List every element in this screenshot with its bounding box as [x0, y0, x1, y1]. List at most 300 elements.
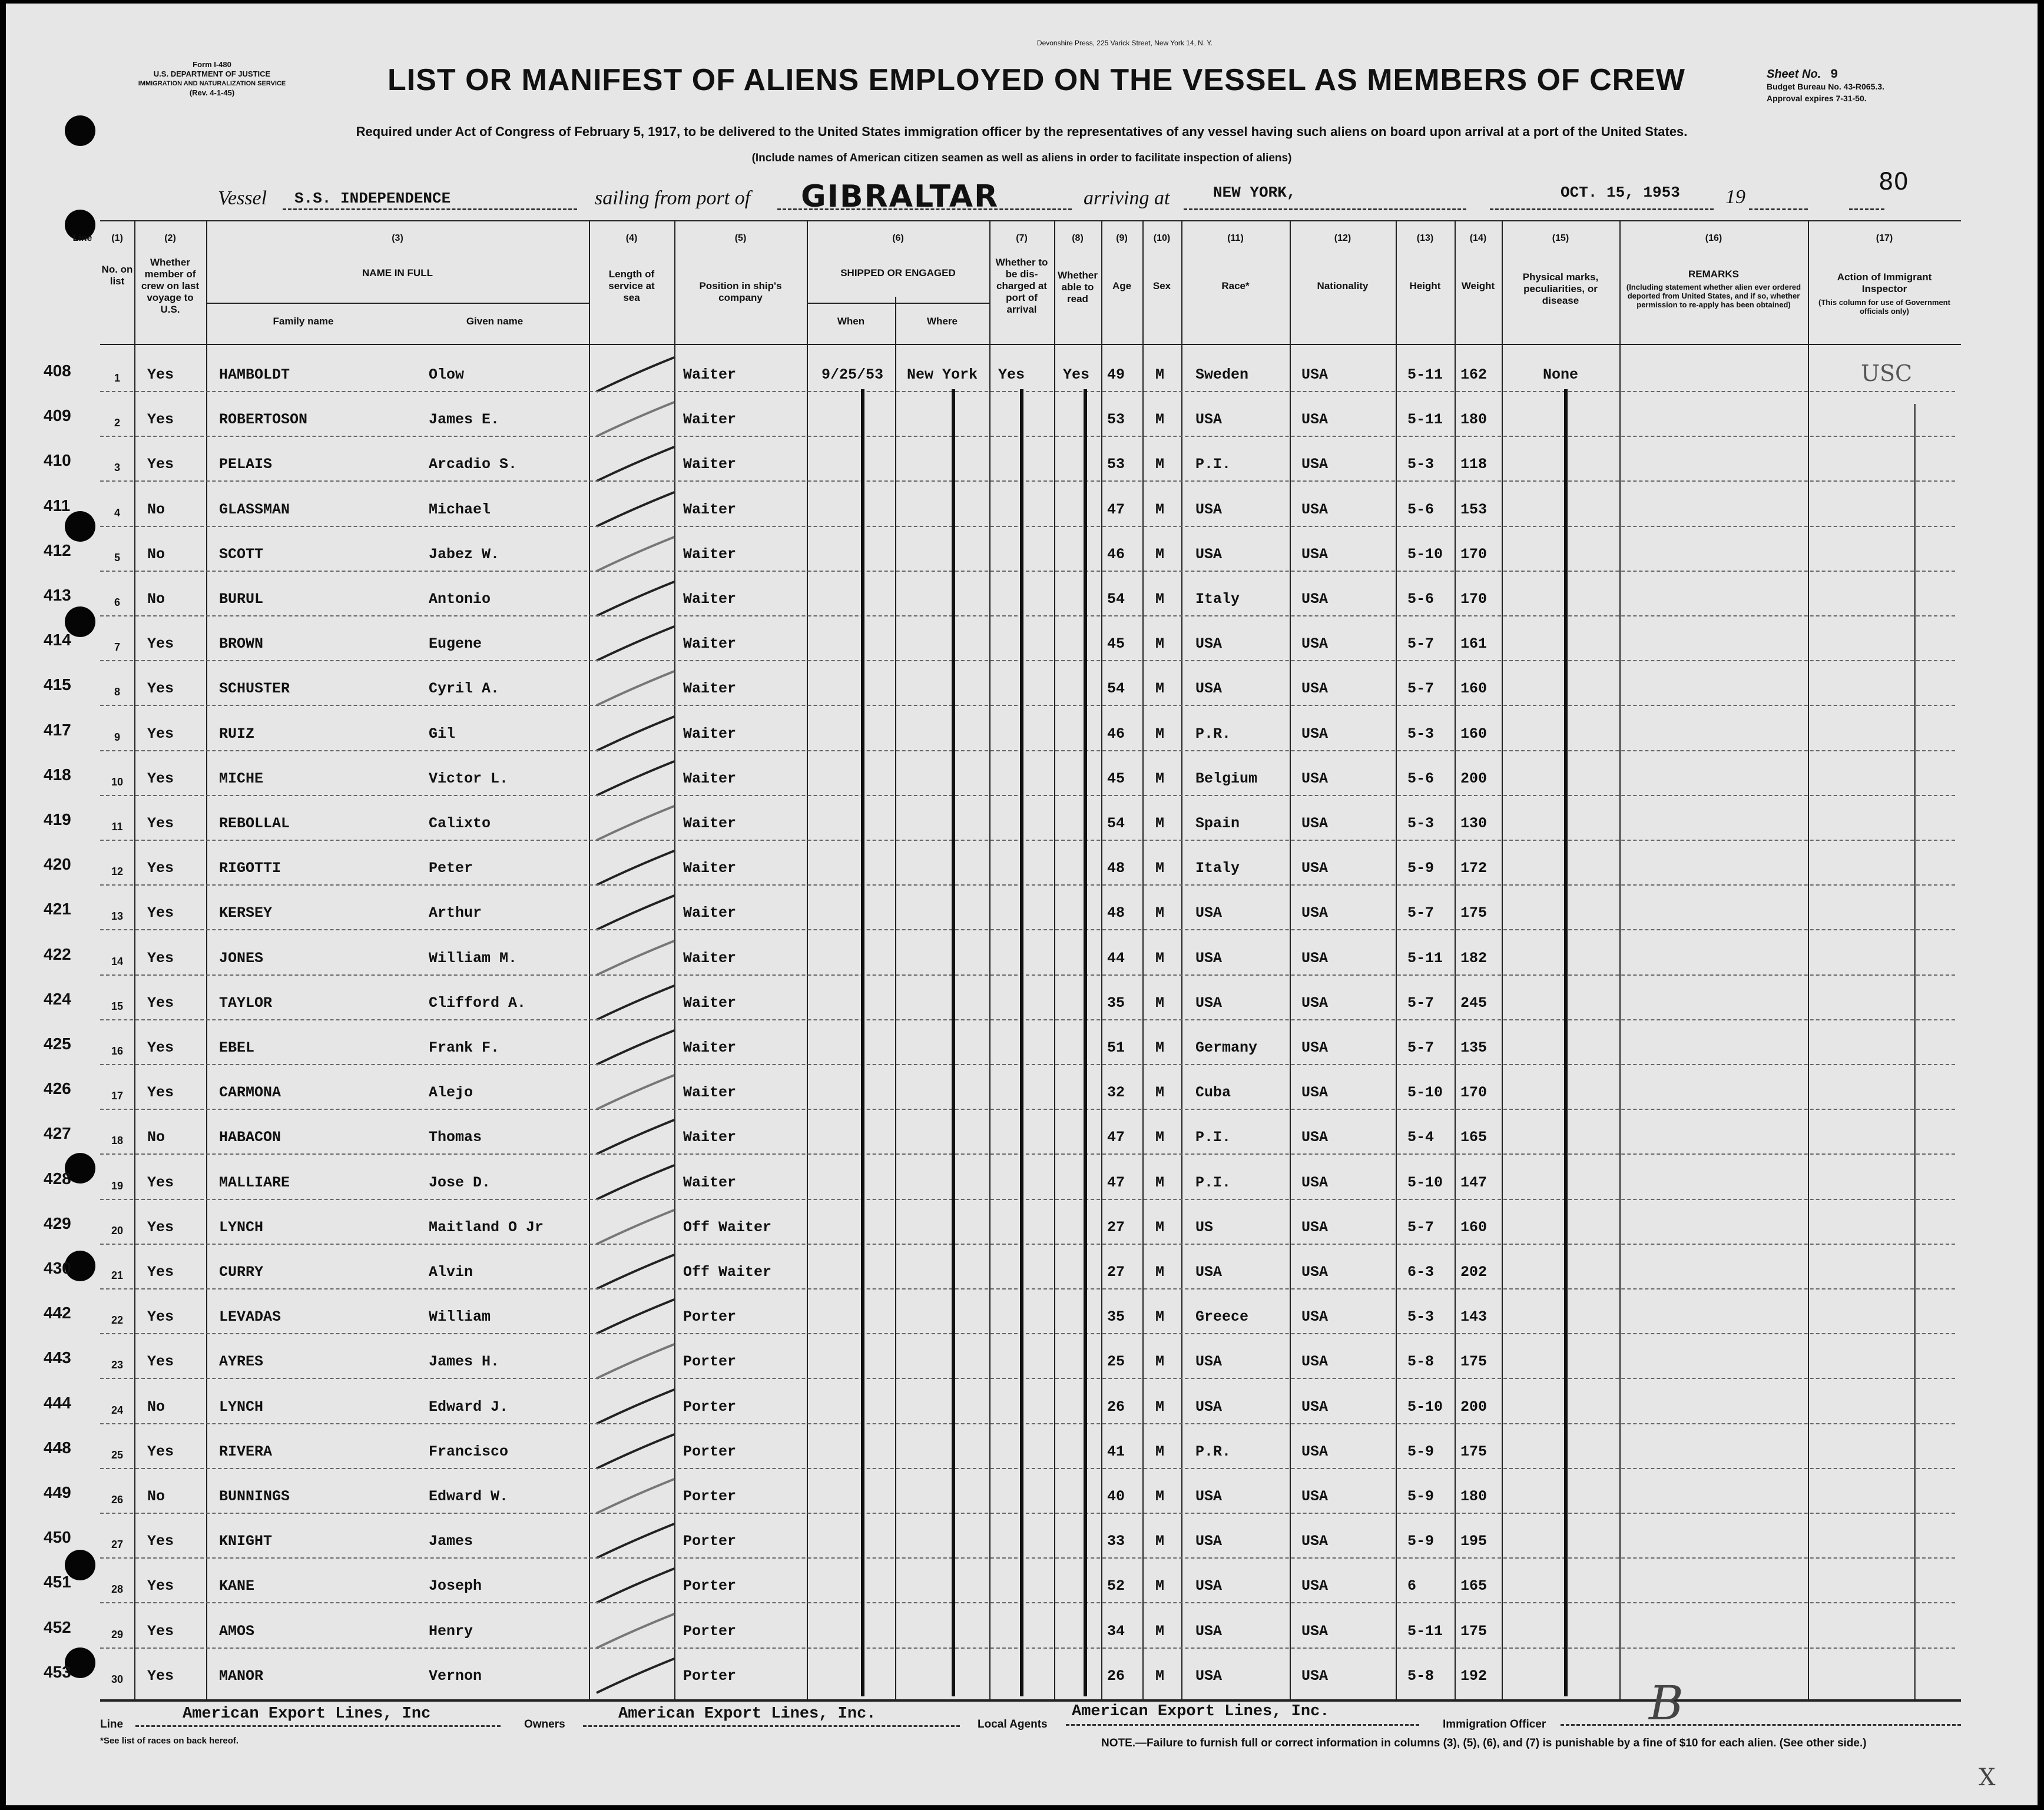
vessel-value: S.S. INDEPENDENCE [294, 190, 451, 207]
cell-prev: Yes [147, 366, 174, 383]
row-divider [100, 660, 1955, 661]
form-number: Form I-480 [193, 60, 231, 69]
cell-ht: 5-6 [1407, 770, 1435, 787]
cell-pos: Waiter [683, 501, 737, 518]
cell-wt: 170 [1460, 546, 1488, 563]
cell-race: USA [1195, 635, 1223, 652]
cell-nat: USA [1301, 1488, 1329, 1505]
cell-pos: Waiter [683, 950, 737, 967]
cell-family: REBOLLAL [219, 815, 290, 832]
cell-nat: USA [1301, 950, 1329, 967]
cell-wt: 175 [1460, 904, 1488, 921]
cell-prev: Yes [147, 904, 174, 921]
port-value: GIBRALTAR [801, 179, 999, 214]
cell-nat: USA [1301, 1308, 1329, 1325]
cell-sex: M [1155, 501, 1165, 518]
cell-prev: Yes [147, 411, 174, 428]
cell-ht: 5-8 [1407, 1668, 1435, 1685]
cell-ht: 5-9 [1407, 1488, 1435, 1505]
cell-ht: 5-7 [1407, 994, 1435, 1012]
row-divider [100, 1199, 1955, 1200]
colhdr-weight: Weight [1461, 280, 1495, 291]
sheet-label: Sheet No. [1767, 68, 1821, 81]
cell-family: SCHUSTER [219, 680, 290, 697]
vessel-label: Vessel [218, 187, 267, 209]
row-side-number: 422 [44, 945, 71, 963]
cell-nat: USA [1301, 635, 1329, 652]
colhdr-action: Action of Immigrant Inspector [1837, 271, 1932, 294]
row-divider [100, 1647, 1955, 1649]
colhdr-remarks-note: (Including statement whether alien ever ordered deported from United States, and if so, whether permission to re-apply has been obtained) [1626, 283, 1801, 309]
cell-family: MALLIARE [219, 1174, 290, 1191]
cell-nat: USA [1301, 1039, 1329, 1056]
cell-nat: USA [1301, 1219, 1329, 1236]
cell-age: 26 [1107, 1668, 1125, 1685]
row-divider [100, 705, 1955, 706]
row-divider [100, 1019, 1955, 1020]
cell-wt: 143 [1460, 1308, 1488, 1325]
row-divider [100, 974, 1955, 976]
cell-n: 18 [111, 1135, 124, 1146]
row-side-number: 450 [44, 1528, 71, 1546]
row-divider [100, 1153, 1955, 1155]
cell-family: ROBERTOSON [219, 411, 308, 428]
cell-sex: M [1155, 591, 1165, 608]
cell-wt: 165 [1460, 1129, 1488, 1146]
row-side-number: 408 [44, 362, 71, 380]
cell-age: 44 [1107, 950, 1125, 967]
cell-age: 40 [1107, 1488, 1125, 1505]
cell-given: Jose D. [429, 1174, 491, 1191]
cell-sex: M [1155, 1398, 1165, 1415]
cell-ht: 5-9 [1407, 1533, 1435, 1550]
cell-ht: 6 [1407, 1577, 1417, 1594]
colnum-2: (2) [164, 233, 176, 243]
cell-n: 21 [111, 1269, 124, 1281]
cell-n: 22 [111, 1314, 124, 1326]
cell-n: 13 [111, 910, 124, 922]
cell-age: 47 [1107, 501, 1125, 518]
cell-pos: Waiter [683, 725, 737, 742]
cell-sex: M [1155, 456, 1165, 473]
cell-age: 49 [1107, 366, 1125, 383]
cell-family: RIVERA [219, 1443, 273, 1460]
cell-where: New York [907, 366, 978, 383]
cell-family: RIGOTTI [219, 860, 281, 877]
cell-family: BURUL [219, 591, 264, 608]
cell-race: USA [1195, 994, 1223, 1012]
colnum-8: (8) [1072, 233, 1084, 243]
cell-race: USA [1195, 1623, 1223, 1640]
cell-nat: USA [1301, 1129, 1329, 1146]
row-side-number: 451 [44, 1573, 71, 1591]
cell-family: KERSEY [219, 904, 273, 921]
cell-wt: 130 [1460, 815, 1488, 832]
row-divider [100, 391, 1955, 392]
cell-age: 52 [1107, 1577, 1125, 1594]
service-pen-slash [592, 1653, 680, 1700]
cell-given: Henry [429, 1623, 473, 1640]
cell-age: 32 [1107, 1084, 1125, 1101]
row-divider [100, 526, 1955, 527]
cell-sex: M [1155, 411, 1165, 428]
row-divider [100, 795, 1955, 796]
cell-ht: 5-6 [1407, 501, 1435, 518]
cell-nat: USA [1301, 546, 1329, 563]
cell-age: 54 [1107, 815, 1125, 832]
cell-age: 46 [1107, 546, 1125, 563]
cell-race: Germany [1195, 1039, 1258, 1056]
colnum-12: (12) [1334, 233, 1351, 243]
cell-prev: No [147, 1129, 165, 1146]
row-side-number: 427 [44, 1124, 71, 1142]
cell-given: William [429, 1308, 491, 1325]
pencil-x-mark: X [1979, 1764, 1996, 1791]
colnum-4: (4) [625, 233, 638, 243]
cell-pos: Porter [683, 1623, 737, 1640]
year-label: 19 [1725, 186, 1745, 208]
cell-prev: Yes [147, 456, 174, 473]
cell-given: Antonio [429, 591, 491, 608]
cell-sex: M [1155, 1219, 1165, 1236]
cell-n: 14 [111, 956, 124, 967]
colhdr-prev-voyage: Whether member of crew on last voyage to U.S. [141, 257, 200, 315]
cell-nat: USA [1301, 501, 1329, 518]
colnum-13: (13) [1416, 233, 1434, 243]
row-side-number: 412 [44, 541, 71, 559]
cell-pos: Porter [683, 1443, 737, 1460]
cell-given: Gil [429, 725, 456, 742]
cell-nat: USA [1301, 1174, 1329, 1191]
cell-given: Thomas [429, 1129, 482, 1146]
cell-ht: 5-10 [1407, 1084, 1443, 1101]
cell-race: US [1195, 1219, 1214, 1236]
cell-age: 45 [1107, 770, 1125, 787]
cell-wt: 118 [1460, 456, 1488, 473]
cell-prev: Yes [147, 1219, 174, 1236]
colhdr-no-on-list: No. on list [101, 264, 133, 287]
cell-ht: 5-7 [1407, 1219, 1435, 1236]
cell-pos: Porter [683, 1668, 737, 1685]
cell-sex: M [1155, 770, 1165, 787]
cell-ht: 5-10 [1407, 546, 1443, 563]
colhdr-when: When [837, 316, 865, 327]
cell-age: 41 [1107, 1443, 1125, 1460]
cell-race: Belgium [1195, 770, 1258, 787]
colnum-17: (17) [1876, 233, 1893, 243]
cell-race: USA [1195, 1577, 1223, 1594]
cell-pos: Waiter [683, 546, 737, 563]
cell-pos: Porter [683, 1577, 737, 1594]
row-divider [100, 884, 1955, 886]
cell-sex: M [1155, 1668, 1165, 1685]
cell-given: Joseph [429, 1577, 482, 1594]
colnum-9: (9) [1116, 233, 1128, 243]
cell-pos: Porter [683, 1488, 737, 1505]
cell-race: Italy [1195, 860, 1240, 877]
cell-given: Frank F. [429, 1039, 500, 1056]
colhdr-given-name: Given name [466, 316, 524, 327]
cell-wt: 160 [1460, 680, 1488, 697]
cell-prev: Yes [147, 770, 174, 787]
cell-prev: Yes [147, 1174, 174, 1191]
footer-officer-label: Immigration Officer [1443, 1718, 1546, 1731]
cell-sex: M [1155, 815, 1165, 832]
cell-wt: 135 [1460, 1039, 1488, 1056]
cell-nat: USA [1301, 1577, 1329, 1594]
cell-ht: 5-7 [1407, 1039, 1435, 1056]
cell-sex: M [1155, 366, 1165, 383]
row-divider [100, 750, 1955, 751]
cell-nat: USA [1301, 1084, 1329, 1101]
cell-family: TAYLOR [219, 994, 273, 1012]
cell-ht: 5-3 [1407, 1308, 1435, 1325]
cell-action: USC [1861, 360, 1913, 386]
punch-hole [65, 115, 95, 146]
table-top-rule [100, 220, 1961, 221]
cell-race: Italy [1195, 591, 1240, 608]
cell-age: 54 [1107, 680, 1125, 697]
row-divider [100, 1378, 1955, 1379]
cell-given: Francisco [429, 1443, 509, 1460]
cell-age: 27 [1107, 1264, 1125, 1281]
ditto-line-when [861, 389, 864, 1696]
cell-race: P.I. [1195, 1174, 1231, 1191]
cell-nat: USA [1301, 456, 1329, 473]
colhdr-name-in-full: NAME IN FULL [362, 267, 433, 279]
cell-sex: M [1155, 1129, 1165, 1146]
cell-prev: No [147, 501, 165, 518]
cell-n: 26 [111, 1494, 124, 1506]
penalty-note: NOTE.—Failure to furnish full or correct information in columns (3), (5), (6), and (7) is punishable by a fine of $10 for each alien. (See other side.) [1101, 1737, 1867, 1749]
cell-nat: USA [1301, 1668, 1329, 1685]
colhdr-line: Line [72, 233, 92, 243]
cell-age: 51 [1107, 1039, 1125, 1056]
row-side-number: 453 [44, 1663, 71, 1681]
page-title: LIST OR MANIFEST OF ALIENS EMPLOYED ON THE VESSEL AS MEMBERS OF CREW [387, 63, 1685, 97]
cell-ht: 5-8 [1407, 1353, 1435, 1370]
row-divider [100, 1288, 1955, 1289]
row-divider [100, 1109, 1955, 1110]
form-id-block [100, 60, 324, 98]
approval: Approval expires 7-31-50. [1767, 94, 1867, 103]
cell-pos: Porter [683, 1398, 737, 1415]
cell-given: Clifford A. [429, 994, 526, 1012]
cell-wt: 172 [1460, 860, 1488, 877]
cell-n: 4 [114, 507, 120, 519]
cell-wt: 180 [1460, 1488, 1488, 1505]
cell-sex: M [1155, 680, 1165, 697]
cell-family: PELAIS [219, 456, 273, 473]
cell-pos: Waiter [683, 860, 737, 877]
colhdr-age: Age [1112, 280, 1132, 291]
cell-race: USA [1195, 680, 1223, 697]
cell-sex: M [1155, 1488, 1165, 1505]
cell-pos: Porter [683, 1533, 737, 1550]
arriving-label: arriving at [1084, 187, 1170, 209]
cell-n: 10 [111, 776, 124, 788]
row-divider [100, 929, 1955, 930]
service: IMMIGRATION AND NATURALIZATION SERVICE [138, 80, 286, 87]
cell-n: 23 [111, 1359, 124, 1371]
row-divider [100, 840, 1955, 841]
cell-family: KNIGHT [219, 1533, 273, 1550]
colhdr-position: Position in ship's company [699, 280, 782, 303]
sheet-info [1767, 68, 1884, 104]
officer-signature: B [1649, 1676, 1684, 1731]
cell-prev: No [147, 591, 165, 608]
row-side-number: 448 [44, 1438, 71, 1457]
colnum-6: (6) [892, 233, 904, 243]
cell-pos: Porter [683, 1353, 737, 1370]
cell-ht: 5-10 [1407, 1174, 1443, 1191]
cell-nat: USA [1301, 1353, 1329, 1370]
cell-wt: 182 [1460, 950, 1488, 967]
row-side-number: 452 [44, 1618, 71, 1636]
cell-race: P.R. [1195, 725, 1231, 742]
row-divider [100, 1468, 1955, 1469]
cell-race: USA [1195, 904, 1223, 921]
cell-sex: M [1155, 1039, 1165, 1056]
sailing-label: sailing from port of [595, 187, 751, 209]
cell-nat: USA [1301, 815, 1329, 832]
arrival-date: OCT. 15, 1953 [1561, 184, 1680, 201]
cell-prev: Yes [147, 1264, 174, 1281]
cell-given: Alejo [429, 1084, 473, 1101]
cell-family: RUIZ [219, 725, 255, 742]
cell-age: 35 [1107, 1308, 1125, 1325]
cell-family: SCOTT [219, 546, 264, 563]
cell-disch: Yes [998, 366, 1025, 383]
cell-pos: Waiter [683, 366, 737, 383]
cell-pos: Waiter [683, 635, 737, 652]
cell-wt: 192 [1460, 1668, 1488, 1685]
cell-nat: USA [1301, 994, 1329, 1012]
row-side-number: 429 [44, 1214, 71, 1232]
cell-given: Jabez W. [429, 546, 500, 563]
colnum-5: (5) [734, 233, 747, 243]
footer-owners-value: American Export Lines, Inc. [618, 1705, 876, 1723]
cell-wt: 160 [1460, 725, 1488, 742]
cell-when: 9/25/53 [821, 366, 884, 383]
cell-pos: Waiter [683, 680, 737, 697]
cell-family: HABACON [219, 1129, 281, 1146]
cell-nat: USA [1301, 1533, 1329, 1550]
colnum-10: (10) [1153, 233, 1171, 243]
footer-line-value: American Export Lines, Inc [183, 1705, 431, 1723]
ditto-line-read [1084, 389, 1087, 1696]
cell-family: LEVADAS [219, 1308, 281, 1325]
row-side-number: 425 [44, 1035, 71, 1053]
cell-given: Alvin [429, 1264, 473, 1281]
cell-race: USA [1195, 950, 1223, 967]
cell-given: Eugene [429, 635, 482, 652]
colnum-16: (16) [1705, 233, 1722, 243]
row-divider [100, 436, 1955, 437]
row-divider [100, 1064, 1955, 1065]
colhdr-where: Where [927, 316, 958, 327]
cell-wt: 160 [1460, 1219, 1488, 1236]
cell-n: 25 [111, 1449, 124, 1461]
cell-given: Peter [429, 860, 473, 877]
cell-race: P.R. [1195, 1443, 1231, 1460]
row-divider [100, 615, 1955, 616]
cell-prev: Yes [147, 994, 174, 1012]
colhdr-race: Race* [1221, 280, 1250, 291]
cell-nat: USA [1301, 411, 1329, 428]
cell-wt: 175 [1460, 1353, 1488, 1370]
cell-wt: 175 [1460, 1623, 1488, 1640]
revision: (Rev. 4-1-45) [189, 88, 235, 97]
cell-sex: M [1155, 546, 1165, 563]
cell-prev: No [147, 1398, 165, 1415]
cell-n: 3 [114, 462, 120, 473]
cell-sex: M [1155, 904, 1165, 921]
colnum-3: (3) [392, 233, 403, 243]
cell-prev: No [147, 1488, 165, 1505]
cell-family: CURRY [219, 1264, 264, 1281]
cell-pos: Waiter [683, 770, 737, 787]
cell-wt: 165 [1460, 1577, 1488, 1594]
cell-prev: Yes [147, 815, 174, 832]
footer-agents-value: American Export Lines, Inc. [1072, 1703, 1330, 1721]
cell-pos: Off Waiter [683, 1219, 772, 1236]
cell-age: 48 [1107, 860, 1125, 877]
cell-ht: 5-11 [1407, 950, 1443, 967]
cell-sex: M [1155, 1623, 1165, 1640]
cell-nat: USA [1301, 1623, 1329, 1640]
cell-nat: USA [1301, 366, 1329, 383]
row-side-number: 417 [44, 721, 71, 739]
cell-nat: USA [1301, 904, 1329, 921]
cell-age: 53 [1107, 411, 1125, 428]
cell-age: 34 [1107, 1623, 1125, 1640]
cell-ht: 5-10 [1407, 1398, 1443, 1415]
row-side-number: 444 [44, 1394, 71, 1412]
cell-prev: Yes [147, 1668, 174, 1685]
footer-owners-label: Owners [524, 1718, 565, 1731]
cell-ht: 6-3 [1407, 1264, 1435, 1281]
ditto-line-marks [1564, 389, 1568, 1696]
cell-nat: USA [1301, 860, 1329, 877]
row-side-number: 442 [44, 1304, 71, 1322]
cell-ht: 5-11 [1407, 1623, 1443, 1640]
row-side-number: 428 [44, 1169, 71, 1188]
cell-wt: 162 [1460, 366, 1488, 383]
cell-ht: 5-4 [1407, 1129, 1435, 1146]
cell-race: P.I. [1195, 1129, 1231, 1146]
row-side-number: 410 [44, 451, 71, 469]
cell-race: USA [1195, 1668, 1223, 1685]
subtitle: Required under Act of Congress of February 5, 1917, to be delivered to the United States immigration officer by the representatives of any vessel having such aliens on board upon arrival at a port of the United States. [356, 124, 1688, 139]
cell-pos: Waiter [683, 1039, 737, 1056]
cell-sex: M [1155, 1577, 1165, 1594]
pencil-line-action [1914, 404, 1916, 1699]
cell-ht: 5-11 [1407, 411, 1443, 428]
colhdr-remarks: REMARKS [1688, 268, 1739, 280]
cell-n: 6 [114, 596, 120, 608]
cell-wt: 195 [1460, 1533, 1488, 1550]
cell-given: James [429, 1533, 473, 1550]
cell-given: William M. [429, 950, 518, 967]
ditto-line-where [952, 389, 955, 1696]
cell-age: 25 [1107, 1353, 1125, 1370]
colhdr-family-name: Family name [273, 316, 334, 327]
cell-wt: 200 [1460, 1398, 1488, 1415]
cell-n: 15 [111, 1000, 124, 1012]
cell-nat: USA [1301, 1264, 1329, 1281]
cell-nat: USA [1301, 1443, 1329, 1460]
